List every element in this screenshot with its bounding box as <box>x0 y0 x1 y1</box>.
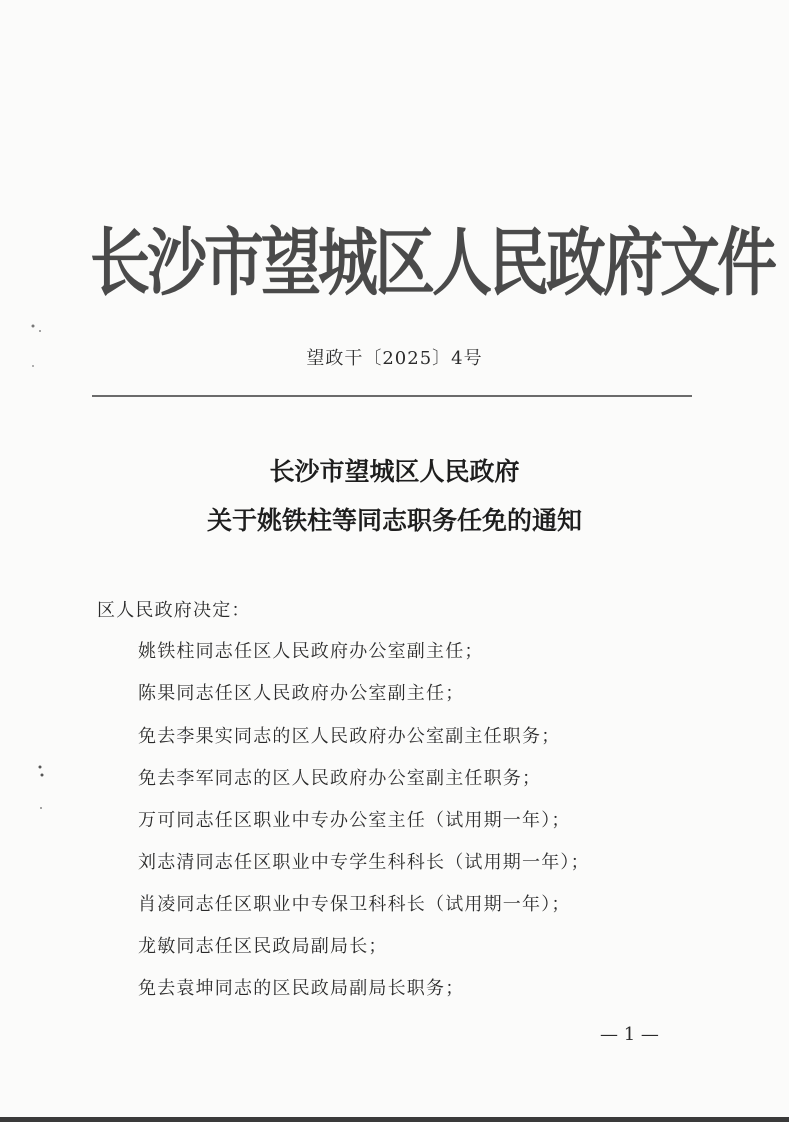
scan-speck <box>39 766 42 769</box>
appointment-item: 免去李军同志的区人民政府办公室副主任职务； <box>138 768 542 789</box>
appointment-item: 肖凌同志任区职业中专保卫科科长（试用期一年）； <box>138 894 571 915</box>
appointment-item: 陈果同志任区人民政府办公室副主任； <box>138 683 465 704</box>
separator-rule <box>92 395 692 397</box>
notice-title-line-1: 长沙市望城区人民政府 <box>269 457 520 486</box>
appointment-item: 免去李果实同志的区人民政府办公室副主任职务； <box>138 726 561 747</box>
scan-speck <box>40 807 42 809</box>
appointment-item: 刘志清同志任区职业中专学生科科长（试用期一年）； <box>138 852 590 873</box>
appointment-item: 万可同志任区职业中专办公室主任（试用期一年）； <box>138 810 571 831</box>
scan-bottom-edge <box>0 1117 789 1122</box>
decision-lead: 区人民政府决定： <box>97 600 251 621</box>
scan-speck <box>41 774 44 777</box>
appointment-item: 龙敏同志任区民政局副局长； <box>138 936 388 957</box>
masthead-title: 长沙市望城区人民政府文件 <box>90 220 774 307</box>
scan-speck <box>32 325 35 328</box>
scan-speck <box>39 330 41 332</box>
document-number: 望政干〔2025〕4号 <box>306 348 483 369</box>
page-number: — 1 — <box>600 1024 659 1045</box>
notice-title-line-2: 关于姚铁柱等同志职务任免的通知 <box>206 506 582 535</box>
appointment-item: 姚铁柱同志任区人民政府办公室副主任； <box>138 641 484 662</box>
appointment-item: 免去袁坤同志的区民政局副局长职务； <box>138 978 465 999</box>
